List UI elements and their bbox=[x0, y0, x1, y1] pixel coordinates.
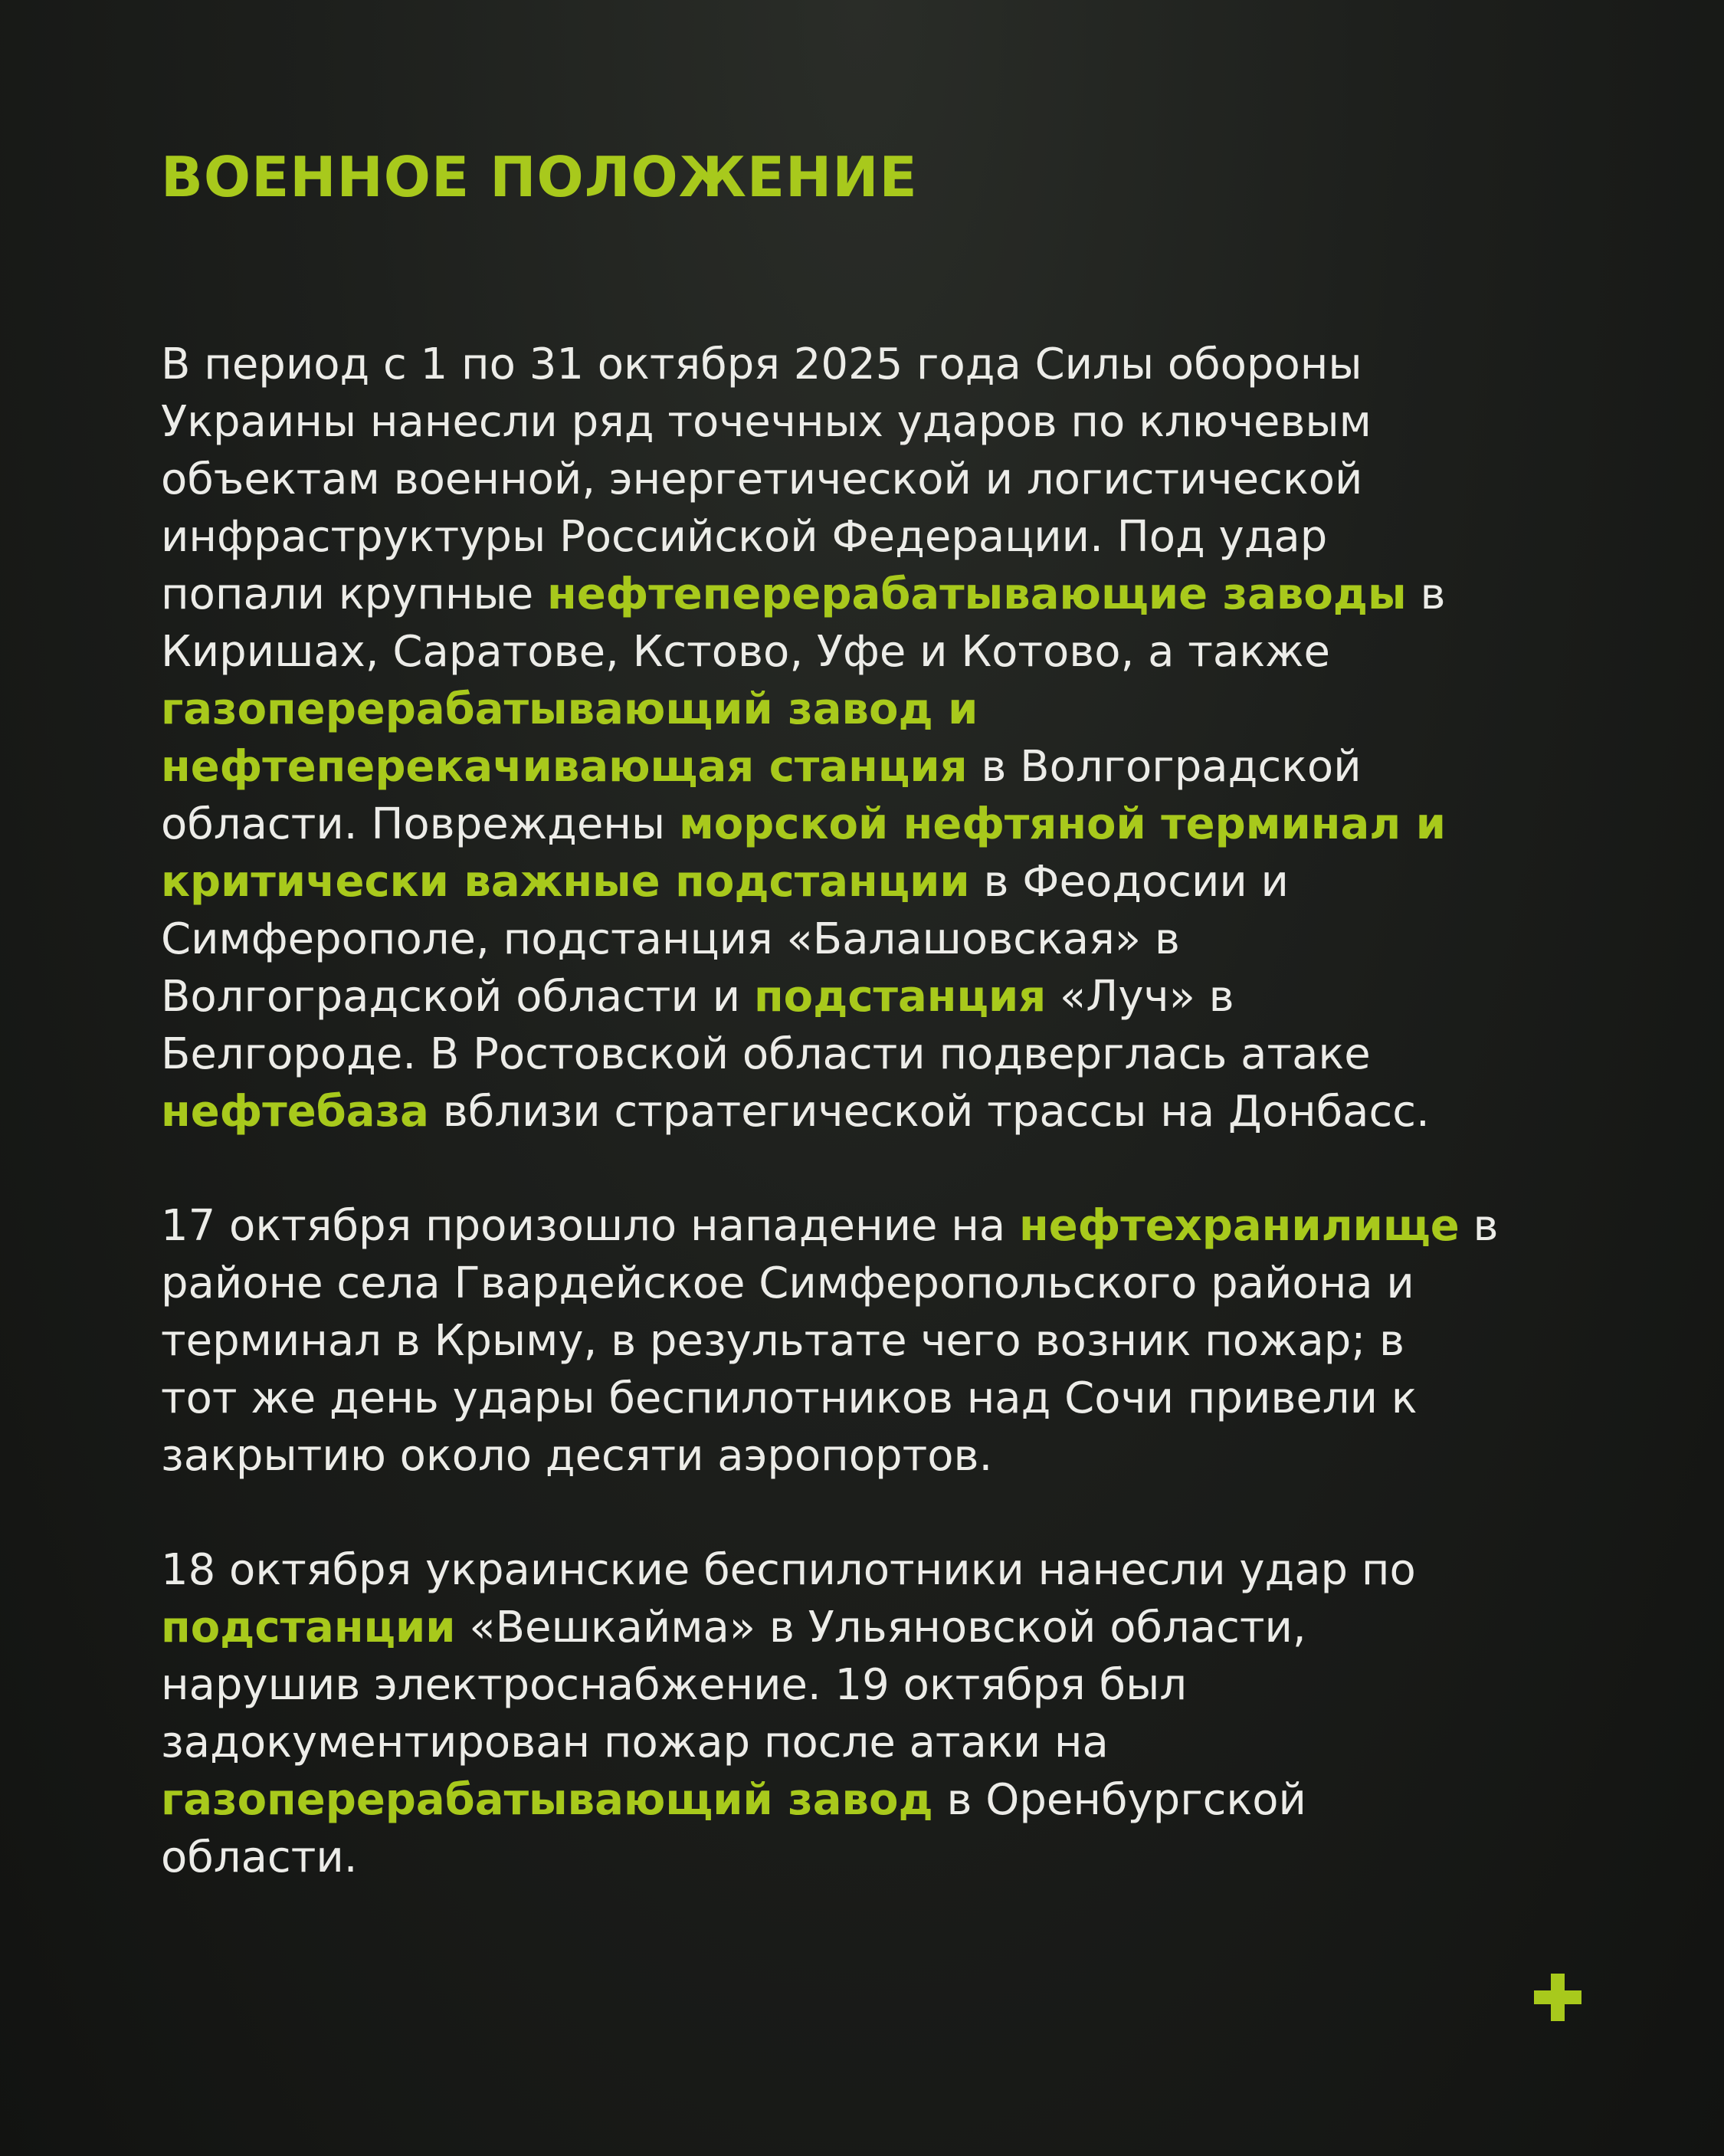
text-run: закрытию около десяти аэропортов. bbox=[161, 1431, 993, 1481]
text-run: Украины нанесли ряд точечных ударов по ключевым bbox=[161, 397, 1372, 447]
text-run: Белгороде. В Ростовской области подверглась атаке bbox=[161, 1029, 1371, 1079]
highlighted-term: газоперерабатывающий завод bbox=[161, 1775, 933, 1825]
text-line bbox=[161, 911, 1446, 968]
text-line bbox=[161, 1083, 1446, 1140]
text-run: В период с 1 по 31 октября 2025 года Силы обороны bbox=[161, 340, 1362, 389]
text-line bbox=[161, 336, 1446, 393]
highlighted-term: подстанция bbox=[753, 972, 1047, 1022]
text-run: терминал в Крыму, в результате чего возник пожар; в bbox=[161, 1316, 1404, 1366]
paragraph-2 bbox=[161, 1197, 1499, 1485]
text-run: 17 октября произошло нападение на bbox=[161, 1201, 1019, 1251]
text-line bbox=[161, 1197, 1499, 1255]
highlighted-term: нефтебаза bbox=[161, 1087, 429, 1137]
text-run: нарушив электроснабжение. 19 октября был bbox=[161, 1660, 1188, 1710]
text-run: задокументирован пожар после атаки на bbox=[161, 1718, 1109, 1767]
text-run: объектам военной, энергетической и логистической bbox=[161, 454, 1363, 504]
text-line bbox=[161, 623, 1446, 681]
text-line bbox=[161, 1541, 1416, 1599]
highlighted-term: нефтеперерабатывающие заводы bbox=[547, 569, 1407, 619]
text-line bbox=[161, 681, 1446, 738]
text-line bbox=[161, 1714, 1416, 1771]
text-run: в bbox=[1406, 569, 1446, 619]
document-page bbox=[161, 0, 1617, 2156]
highlighted-term: нефтехранилище bbox=[1019, 1201, 1460, 1251]
highlighted-term: критически важные подстанции bbox=[161, 857, 970, 907]
text-run: районе села Гвардейское Симферопольского района и bbox=[161, 1258, 1414, 1308]
text-line bbox=[161, 738, 1446, 796]
text-run: Симферополе, подстанция «Балашовская» в bbox=[161, 914, 1180, 964]
plus-icon bbox=[1534, 1974, 1581, 2021]
text-line bbox=[161, 451, 1446, 508]
text-line bbox=[161, 1599, 1416, 1656]
text-line bbox=[161, 968, 1446, 1025]
text-run: «Луч» в bbox=[1046, 972, 1234, 1022]
text-run: в bbox=[1459, 1201, 1499, 1251]
text-line bbox=[161, 1771, 1416, 1829]
text-run: 18 октября украинские беспилотники нанесли удар по bbox=[161, 1545, 1416, 1595]
text-run: инфраструктуры Российской Федерации. Под удар bbox=[161, 512, 1328, 562]
text-line bbox=[161, 1656, 1416, 1714]
page-title: ВОЕННОЕ ПОЛОЖЕНИЕ bbox=[161, 145, 918, 209]
text-line bbox=[161, 1427, 1499, 1485]
text-run: попали крупные bbox=[161, 569, 547, 619]
text-line bbox=[161, 1255, 1499, 1312]
text-line bbox=[161, 796, 1446, 853]
text-line bbox=[161, 853, 1446, 911]
text-line bbox=[161, 393, 1446, 451]
text-run: тот же день удары беспилотников над Сочи привели к bbox=[161, 1373, 1418, 1423]
text-run: области. Повреждены bbox=[161, 799, 679, 849]
text-line bbox=[161, 508, 1446, 566]
highlighted-term: газоперерабатывающий завод и bbox=[161, 684, 978, 734]
text-line bbox=[161, 1370, 1499, 1427]
text-line bbox=[161, 1025, 1446, 1083]
text-line bbox=[161, 1829, 1416, 1886]
text-run: в Волгоградской bbox=[967, 742, 1362, 792]
text-line bbox=[161, 566, 1446, 623]
highlighted-term: нефтеперекачивающая станция bbox=[161, 742, 968, 792]
paragraph-3 bbox=[161, 1541, 1416, 1886]
text-run: Киришах, Саратове, Кстово, Уфе и Котово, а также bbox=[161, 627, 1330, 677]
text-run: вблизи стратегической трассы на Донбасс. bbox=[428, 1087, 1430, 1137]
text-run: области. bbox=[161, 1833, 358, 1882]
text-run: в Феодосии и bbox=[969, 857, 1289, 907]
highlighted-term: морской нефтяной терминал и bbox=[678, 799, 1446, 849]
paragraph-1 bbox=[161, 336, 1446, 1140]
highlighted-term: подстанции bbox=[161, 1603, 456, 1652]
text-line bbox=[161, 1312, 1499, 1370]
text-run: Волгоградской области и bbox=[161, 972, 754, 1022]
text-run: «Вешкайма» в Ульяновской области, bbox=[455, 1603, 1306, 1652]
text-run: в Оренбургской bbox=[932, 1775, 1306, 1825]
